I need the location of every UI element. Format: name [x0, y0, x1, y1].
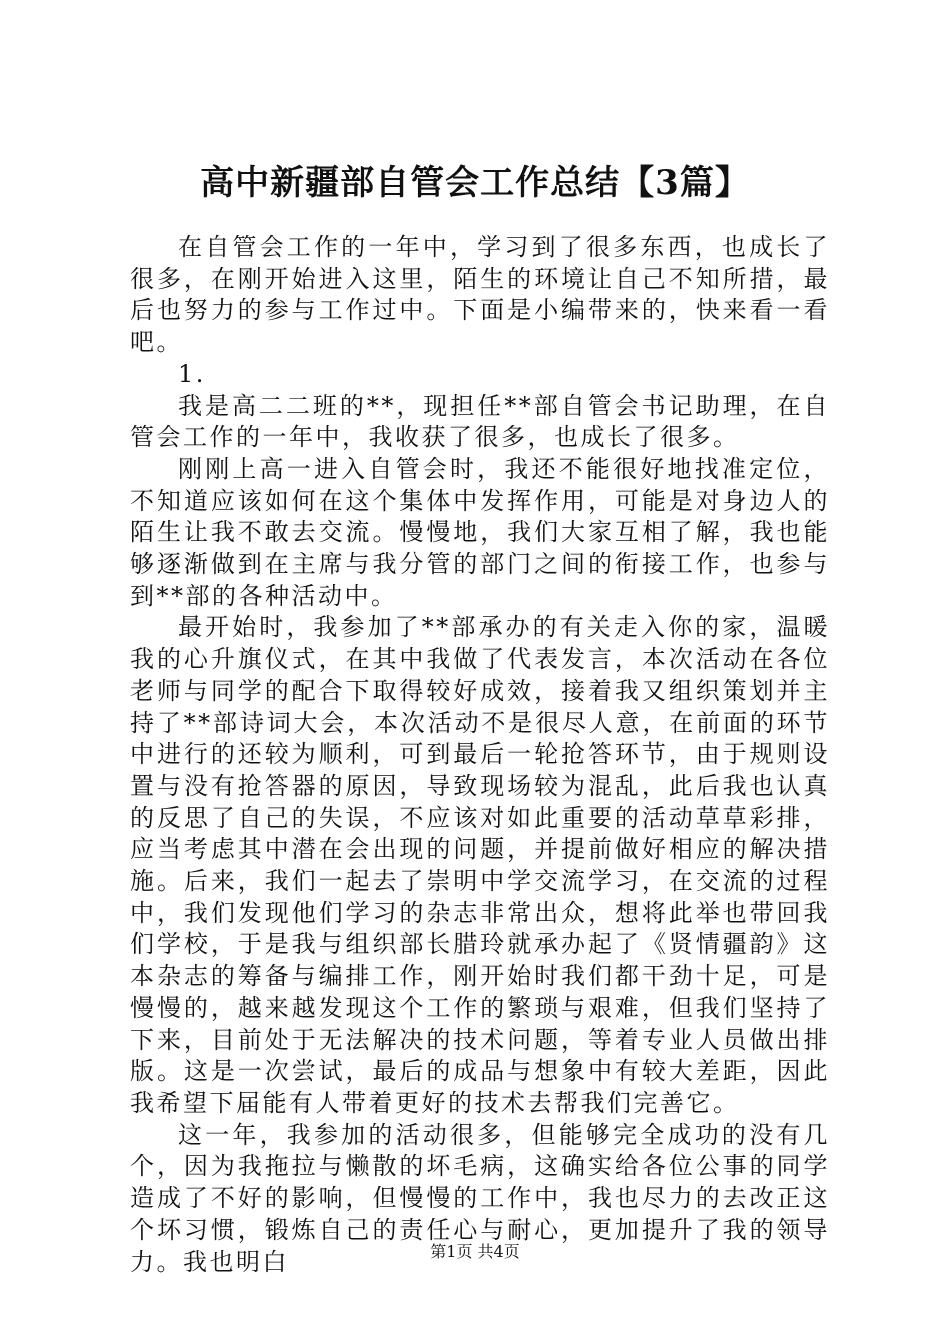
section-number: 1. — [178, 359, 206, 388]
body-paragraph: 这一年，我参加的活动很多，但能够完全成功的没有几个，因为我拖拉与懒散的坏毛病，这确实给各位公事的同学造成了不好的影响，但慢慢的工作中，我也尽力的去改正这个坏习惯，锻炼自己的责任心与耐心，更加提升了我的领导力。我也明白 — [130, 1120, 830, 1276]
body-paragraph: 刚刚上高一进入自管会时，我还不能很好地找准定位，不知道应该如何在这个集体中发挥作用，可能是对身边人的陌生让我不敢去交流。慢慢地，我们大家互相了解，我也能够逐渐做到在主席与我分管的部门之间的衔接工作，也参与到**部的各种活动中。 — [130, 454, 830, 610]
document-title: 高中新疆部自管会工作总结【3篇】 — [200, 163, 750, 203]
document-body — [130, 232, 830, 1278]
body-paragraph: 我是高二二班的**，现担任**部自管会书记助理，在自管会工作的一年中，我收获了很多，也成长了很多。 — [130, 391, 830, 452]
body-paragraph: 最开始时，我参加了**部承办的有关走入你的家，温暖我的心升旗仪式，在其中我做了代表发言，本次活动在各位老师与同学的配合下取得较好成效，接着我又组织策划并主持了**部诗词大会，本次活动不是很尽人意，在前面的环节中进行的还较为顺利，可到最后一轮抢答环节，由于规则设置与没有抢答器的原因，导致现场较为混乱，此后我也认真的反思了自己的失误，不应该对如此重要的活动草草彩排，应当考虑其中潜在会出现的问题，并提前做好相应的解决措施。后来，我们一起去了崇明中学交流学习，在交流的过程中，我们发现他们学习的杂志非常出众，想将此举也带回我们学校，于是我与组织部长腊玲就承办起了《贤情疆韵》这本杂志的筹备与编排工作，刚开始时我们都干劲十足，可是慢慢的，越来越发现这个工作的繁琐与艰难，但我们坚持了下来，目前处于无法解决的技术问题，等着专业人员做出排版。这是一次尝试，最后的成品与想象中有较大差距，因此我希望下届能有人带着更好的技术去帮我们完善它。 — [130, 613, 830, 1117]
page-footer: 第1页 共4页 — [430, 1242, 520, 1261]
intro-paragraph: 在自管会工作的一年中，学习到了很多东西，也成长了很多，在刚开始进入这里，陌生的环境让自己不知所措，最后也努力的参与工作过中。下面是小编带来的，快来看一看吧。 — [130, 233, 830, 357]
